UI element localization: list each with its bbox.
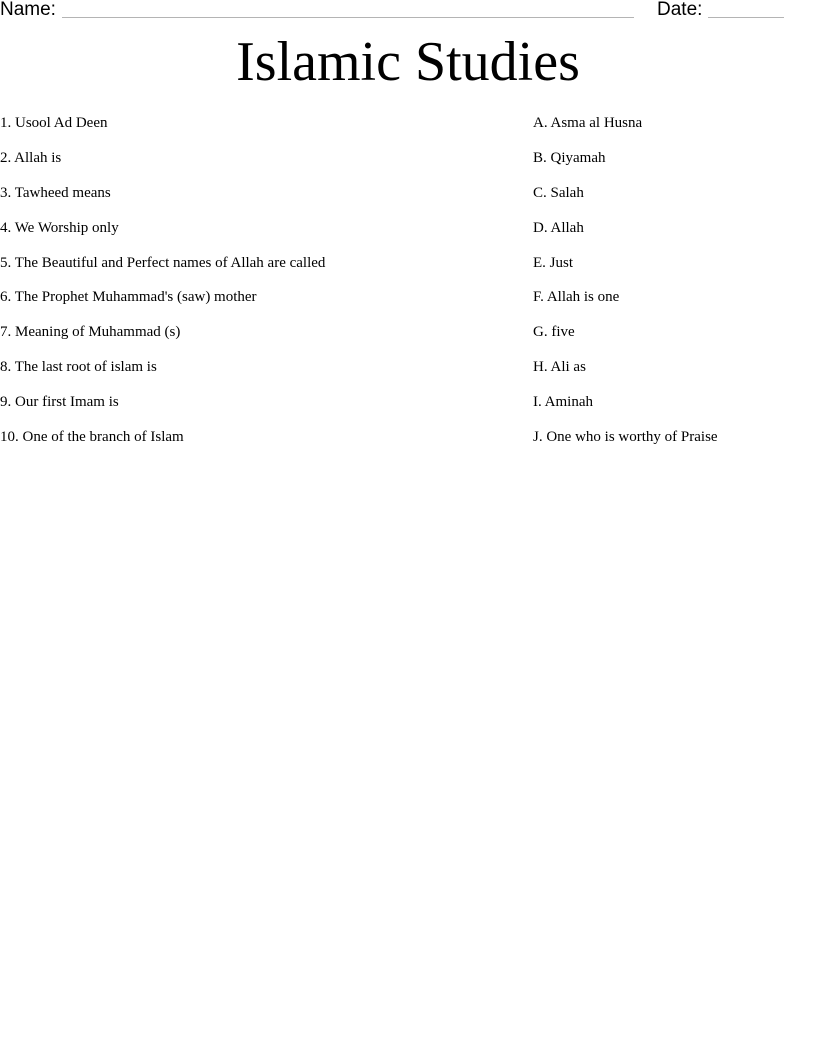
date-label: Date: — [657, 0, 703, 20]
questions-list — [0, 113, 520, 462]
question-item: 6. The Prophet Muhammad's (saw) mother — [0, 289, 257, 306]
date-blank-line — [708, 17, 784, 18]
answers-list — [533, 113, 813, 462]
answer-item: I. Aminah — [533, 394, 593, 411]
answer-item: H. Ali as — [533, 359, 586, 376]
answer-item: J. One who is worthy of Praise — [533, 429, 718, 446]
question-item: 3. Tawheed means — [0, 184, 111, 201]
answer-item: C. Salah — [533, 184, 584, 201]
answer-item: D. Allah — [533, 219, 584, 236]
answer-item: B. Qiyamah — [533, 149, 606, 166]
name-blank-line — [62, 17, 634, 18]
answer-item: G. five — [533, 324, 575, 341]
question-item: 5. The Beautiful and Perfect names of Allah are called — [0, 254, 326, 271]
page-title: Islamic Studies — [236, 31, 580, 93]
question-item: 9. Our first Imam is — [0, 394, 119, 411]
question-item: 10. One of the branch of Islam — [0, 429, 184, 446]
question-item: 4. We Worship only — [0, 219, 119, 236]
question-item: 8. The last root of islam is — [0, 359, 157, 376]
worksheet-header — [0, 0, 816, 24]
question-item: 2. Allah is — [0, 149, 62, 166]
question-item: 7. Meaning of Muhammad (s) — [0, 324, 181, 341]
answer-item: E. Just — [533, 254, 574, 271]
answer-item: A. Asma al Husna — [533, 115, 643, 131]
name-label: Name: — [0, 0, 56, 20]
question-item: 1. Usool Ad Deen — [0, 115, 108, 131]
answer-item: F. Allah is one — [533, 289, 620, 306]
